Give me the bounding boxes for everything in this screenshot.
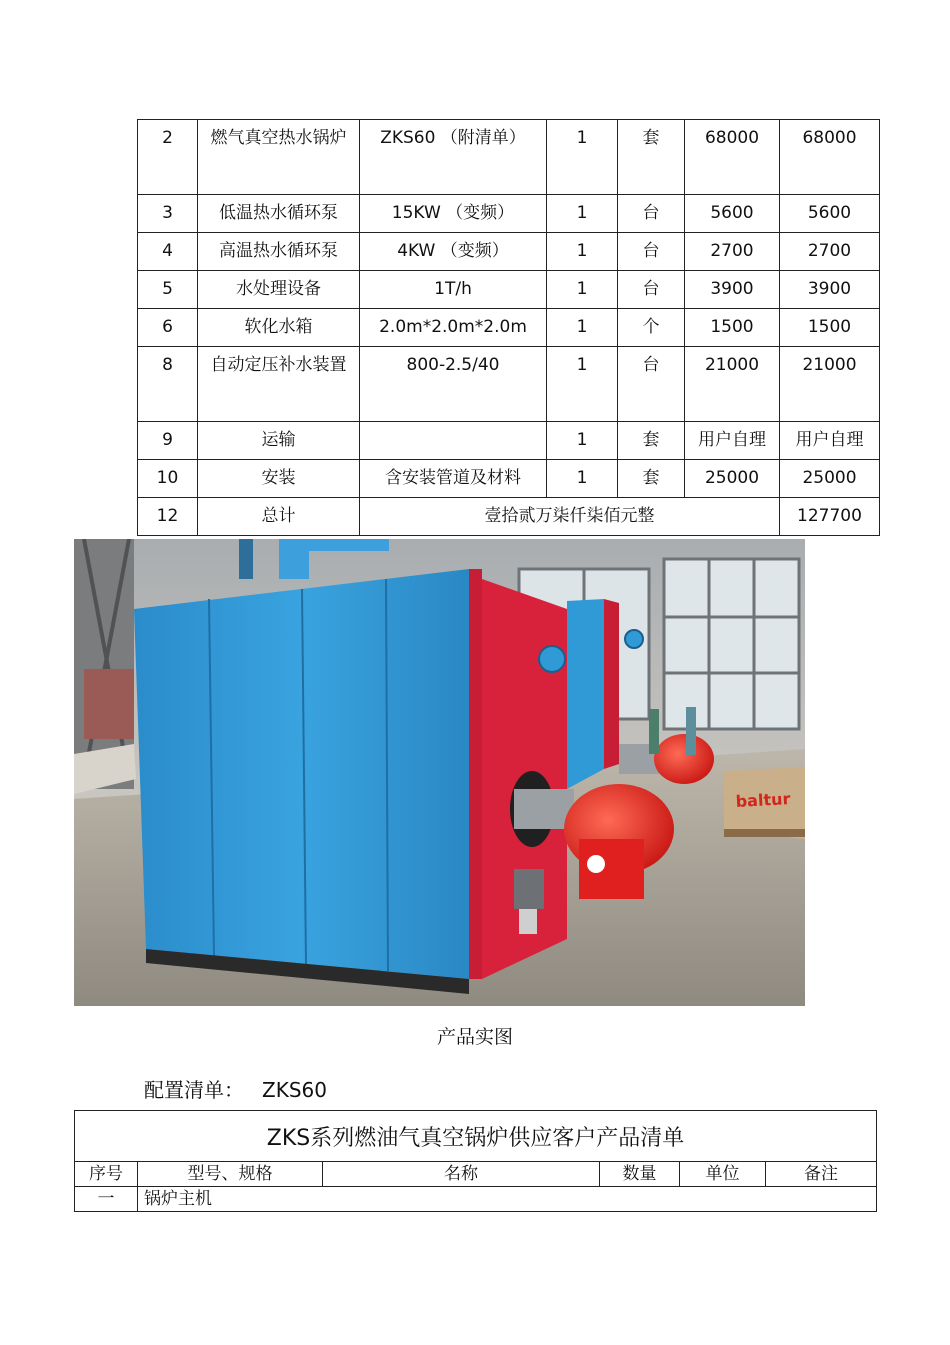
item-total: 68000: [780, 120, 880, 195]
table-row: [75, 1187, 877, 1212]
item-total: 2700: [780, 233, 880, 271]
item-name: 软化水箱: [198, 309, 360, 347]
item-unit: 个: [618, 309, 685, 347]
item-unit: 套: [618, 460, 685, 498]
photo-caption: 产品实图: [436, 1026, 513, 1048]
total-label: 总计: [198, 498, 360, 536]
row-number: 5: [138, 271, 198, 309]
item-name: 运输: [198, 422, 360, 460]
item-price: 25000: [685, 460, 780, 498]
item-spec: 含安装管道及材料: [360, 460, 547, 498]
column-header: 序号: [75, 1162, 138, 1187]
table-row: [138, 195, 880, 233]
item-qty: 1: [547, 271, 618, 309]
row-number: 6: [138, 309, 198, 347]
table-row: [138, 120, 880, 195]
item-total: 3900: [780, 271, 880, 309]
item-total: 25000: [780, 460, 880, 498]
item-qty: 1: [547, 347, 618, 422]
item-name: 安装: [198, 460, 360, 498]
box-brand-text: baltur: [735, 789, 791, 811]
table-row: [138, 271, 880, 309]
boiler-photo: [74, 539, 805, 1006]
item-total: 5600: [780, 195, 880, 233]
item-qty: 1: [547, 460, 618, 498]
item-qty: 1: [547, 233, 618, 271]
row-number: 一: [75, 1187, 138, 1212]
item-price: 2700: [685, 233, 780, 271]
item-name: 高温热水循环泵: [198, 233, 360, 271]
item-spec: 15KW （变频）: [360, 195, 547, 233]
item-qty: 1: [547, 422, 618, 460]
total-amount-words: 壹拾贰万柒仟柒佰元整: [360, 498, 780, 536]
table-row: [138, 422, 880, 460]
total-amount: 127700: [780, 498, 880, 536]
item-name: 燃气真空热水锅炉: [198, 120, 360, 195]
item-spec: ZKS60 （附清单）: [360, 120, 547, 195]
row-number: 10: [138, 460, 198, 498]
item-price: 用户自理: [685, 422, 780, 460]
item-spec: 2.0m*2.0m*2.0m: [360, 309, 547, 347]
item-spec: 800-2.5/40: [360, 347, 547, 422]
product-table-header: [75, 1162, 877, 1187]
item-price: 3900: [685, 271, 780, 309]
column-header: 备注: [766, 1162, 877, 1187]
item-total: 1500: [780, 309, 880, 347]
table-row: [138, 460, 880, 498]
total-row: [138, 498, 880, 536]
item-qty: 1: [547, 309, 618, 347]
column-header: 名称: [323, 1162, 600, 1187]
row-text: 锅炉主机: [138, 1187, 877, 1212]
item-qty: 1: [547, 120, 618, 195]
table-row: [138, 233, 880, 271]
item-spec: 4KW （变频）: [360, 233, 547, 271]
item-price: 21000: [685, 347, 780, 422]
item-name: 水处理设备: [198, 271, 360, 309]
config-label: 配置清单：: [144, 1078, 244, 1102]
table-row: [138, 347, 880, 422]
item-total: 用户自理: [780, 422, 880, 460]
item-name: 低温热水循环泵: [198, 195, 360, 233]
row-number: 2: [138, 120, 198, 195]
column-header: 单位: [680, 1162, 766, 1187]
item-unit: 套: [618, 120, 685, 195]
row-number: 12: [138, 498, 198, 536]
column-header: 数量: [600, 1162, 680, 1187]
item-price: 68000: [685, 120, 780, 195]
item-unit: 台: [618, 195, 685, 233]
item-unit: 台: [618, 271, 685, 309]
row-number: 8: [138, 347, 198, 422]
table-row: [138, 309, 880, 347]
config-line: [144, 1074, 345, 1103]
product-table-title: ZKS系列燃油气真空锅炉供应客户产品清单: [75, 1111, 877, 1162]
config-model: ZKS60: [262, 1078, 327, 1102]
row-number: 9: [138, 422, 198, 460]
item-unit: 套: [618, 422, 685, 460]
item-unit: 台: [618, 347, 685, 422]
item-qty: 1: [547, 195, 618, 233]
row-number: 3: [138, 195, 198, 233]
quote-table: [137, 119, 880, 536]
product-table: [74, 1110, 877, 1212]
item-price: 1500: [685, 309, 780, 347]
item-name: 自动定压补水装置: [198, 347, 360, 422]
item-price: 5600: [685, 195, 780, 233]
row-number: 4: [138, 233, 198, 271]
item-total: 21000: [780, 347, 880, 422]
item-unit: 台: [618, 233, 685, 271]
item-spec: 1T/h: [360, 271, 547, 309]
item-spec: [360, 422, 547, 460]
column-header: 型号、规格: [138, 1162, 323, 1187]
